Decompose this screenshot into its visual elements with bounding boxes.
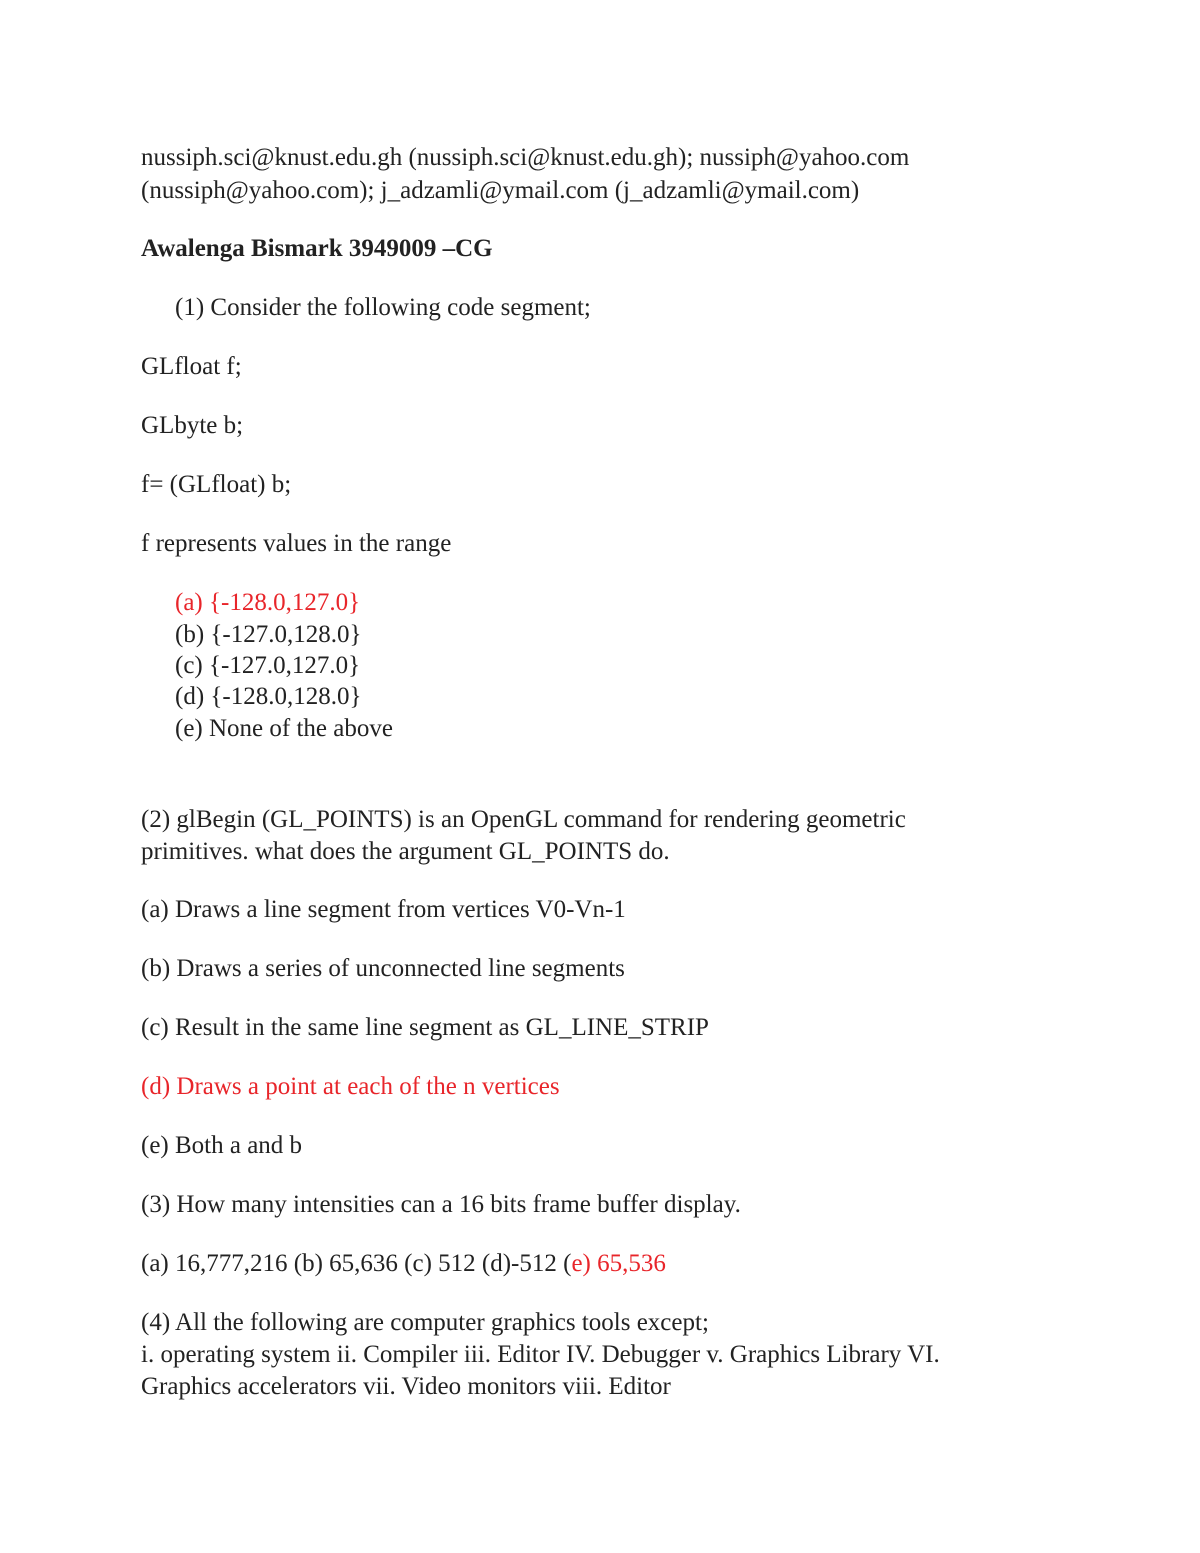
- q1-option-c: (c) {-127.0,127.0}: [175, 652, 361, 679]
- code-line-3: f= (GLfloat) b;: [141, 471, 292, 498]
- q1-option-d: (d) {-128.0,128.0}: [175, 683, 362, 710]
- q2-option-c: (c) Result in the same line segment as GL_LINE_STRIP: [141, 1014, 709, 1041]
- q2-option-b: (b) Draws a series of unconnected line segments: [141, 955, 625, 982]
- q3-answer: e) 65,536: [571, 1250, 666, 1277]
- question-4-line-2: i. operating system ii. Compiler iii. Editor IV. Debugger v. Graphics Library VI.: [141, 1341, 940, 1368]
- question-3-options: [141, 1248, 666, 1280]
- question-2-line-1: (2) glBegin (GL_POINTS) is an OpenGL command for rendering geometric: [141, 806, 906, 833]
- q2-option-d-answer: (d) Draws a point at each of the n vertices: [141, 1073, 560, 1100]
- question-1-prompt: (1) Consider the following code segment;: [175, 294, 591, 321]
- q1-option-e: (e) None of the above: [175, 715, 393, 742]
- q1-option-b: (b) {-127.0,128.0}: [175, 621, 362, 648]
- q3-options-prefix: (a) 16,777,216 (b) 65,636 (c) 512 (d)-512 (: [141, 1250, 572, 1277]
- code-line-2: GLbyte b;: [141, 412, 244, 439]
- question-3-prompt: (3) How many intensities can a 16 bits frame buffer display.: [141, 1191, 741, 1218]
- email-line-2: (nussiph@yahoo.com); j_adzamli@ymail.com (j_adzamli@ymail.com): [141, 177, 860, 204]
- author-heading: Awalenga Bismark 3949009 –CG: [141, 235, 493, 262]
- question-1-stem: f represents values in the range: [141, 530, 452, 557]
- email-line-1: nussiph.sci@knust.edu.gh (nussiph.sci@knust.edu.gh); nussiph@yahoo.com: [141, 144, 910, 171]
- q2-option-e: (e) Both a and b: [141, 1132, 303, 1159]
- code-line-1: GLfloat f;: [141, 353, 242, 380]
- q2-option-a: (a) Draws a line segment from vertices V0-Vn-1: [141, 896, 626, 923]
- q1-option-a-answer: (a) {-128.0,127.0}: [175, 589, 361, 616]
- question-4-prompt: (4) All the following are computer graphics tools except;: [141, 1309, 709, 1336]
- question-4-line-3: Graphics accelerators vii. Video monitors viii. Editor: [141, 1373, 671, 1400]
- question-2-line-2: primitives. what does the argument GL_POINTS do.: [141, 838, 670, 865]
